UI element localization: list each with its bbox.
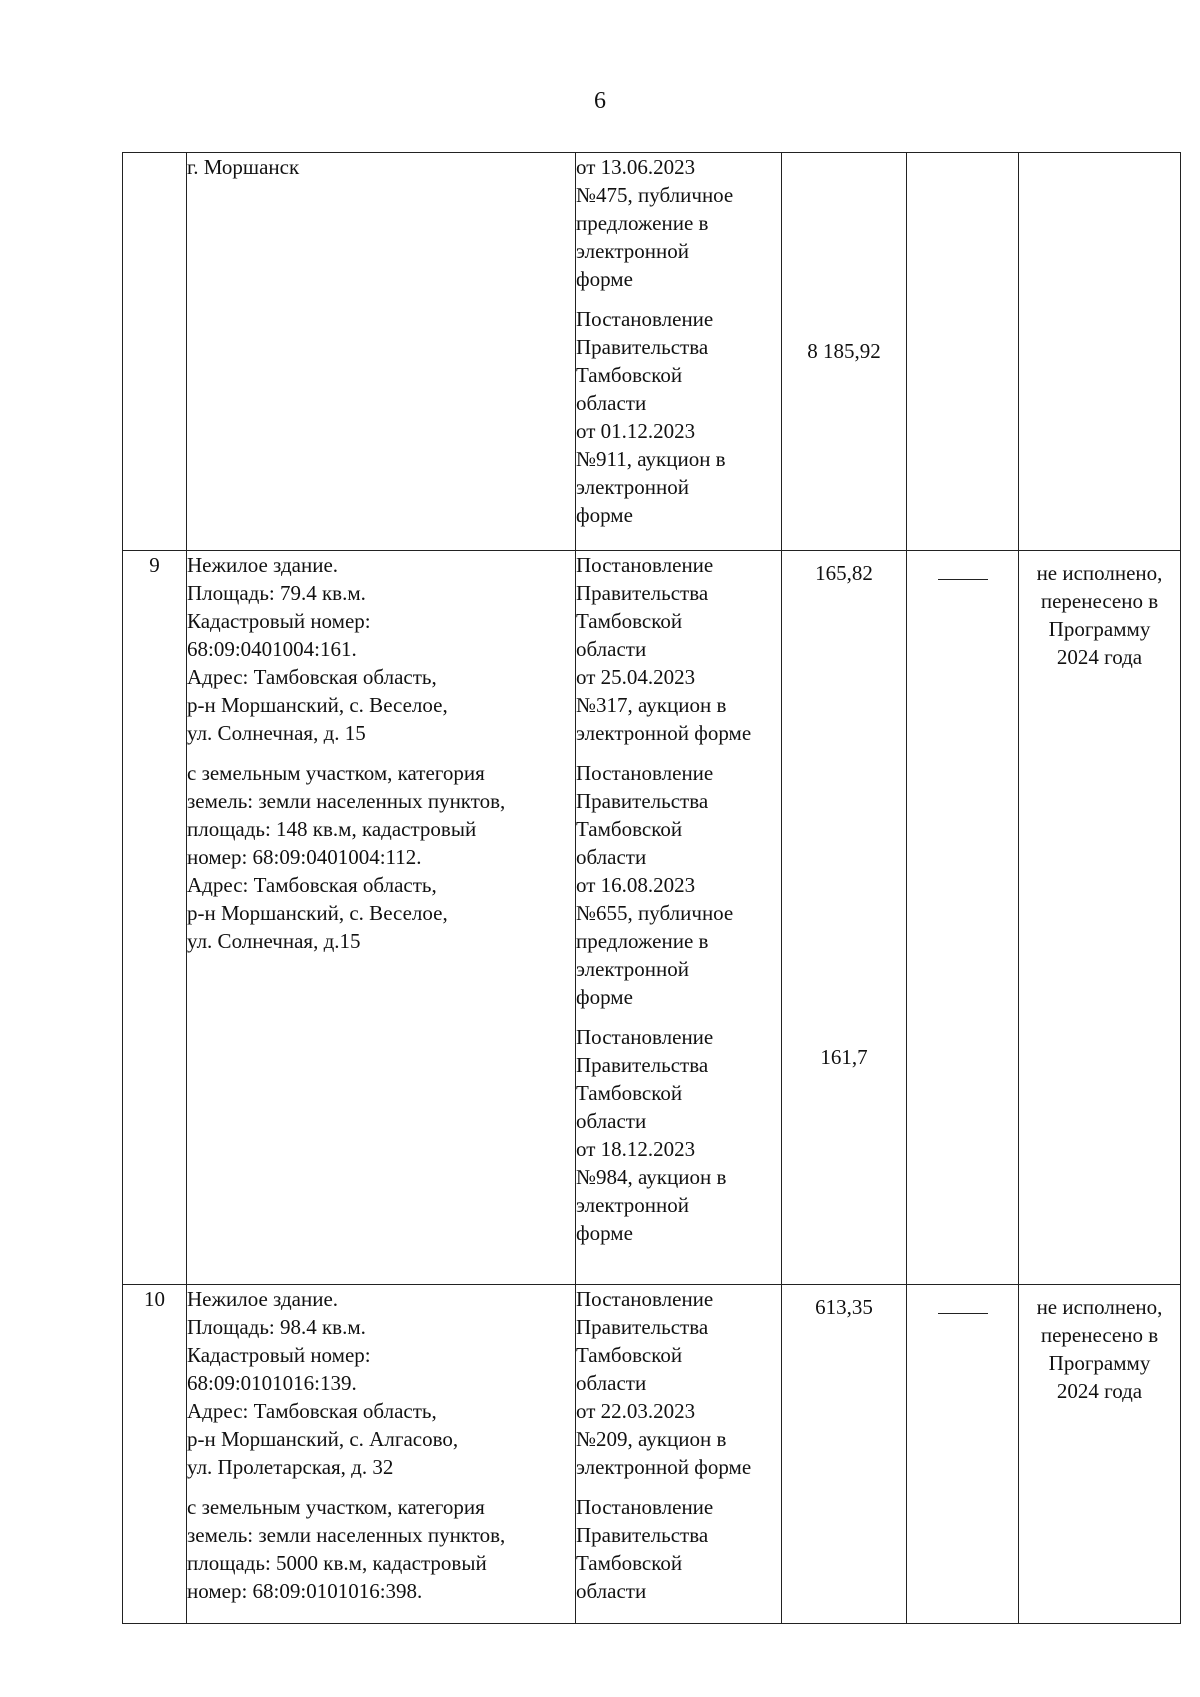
object-description (187, 1285, 576, 1624)
status-text: не исполнено, перенесено в Программу 2024 года (1036, 561, 1163, 669)
price-value: 8 185,92 (807, 339, 881, 363)
price-value: 161,7 (820, 1045, 868, 1069)
decree-text: Постановление Правительства Тамбовской области от 16.08.2023 №655, публичное предложение в электронной форме (576, 761, 734, 1009)
status-cell (1019, 551, 1181, 1285)
dash-mark (938, 565, 988, 580)
dash-cell (907, 153, 1019, 551)
decree-text: Постановление Правительства Тамбовской области от 18.12.2023 №984, аукцион в электронной форме (576, 1025, 727, 1245)
dash-mark (938, 1299, 988, 1314)
table-row (123, 153, 1181, 551)
decree-list (576, 1285, 782, 1624)
decree-list (576, 153, 782, 551)
status-cell (1019, 153, 1181, 551)
object-text: Нежилое здание. Площадь: 79.4 кв.м. Кадастровый номер: 68:09:0401004:161. Адрес: Тамбовская область, р-н Моршанский, с. Веселое, ул. Солнечная, д. 15 (187, 553, 448, 745)
row-number: 10 (123, 1285, 187, 1624)
object-description (187, 153, 576, 551)
price-cell (782, 1285, 907, 1624)
object-text: г. Моршанск (187, 155, 300, 179)
table-row (123, 551, 1181, 1285)
decree-text: Постановление Правительства Тамбовской области от 22.03.2023 №209, аукцион в электронной форме (576, 1287, 752, 1479)
price-cell (782, 153, 907, 551)
price-value: 613,35 (815, 1295, 873, 1319)
dash-cell (907, 1285, 1019, 1624)
row-number: 9 (123, 551, 187, 1285)
decree-text: Постановление Правительства Тамбовской области от 25.04.2023 №317, аукцион в электронной форме (576, 553, 752, 745)
status-cell (1019, 1285, 1181, 1624)
decree-text: от 13.06.2023 №475, публичное предложение в электронной форме (576, 155, 734, 291)
object-text: с земельным участком, категория земель: земли населенных пунктов, площадь: 148 кв.м, кадастровый номер: 68:09:0401004:112. Адрес: Тамбовская область, р-н Моршанский, с. Веселое, ул. Солнечная, д.15 (187, 761, 506, 953)
page-number: 6 (594, 88, 606, 114)
decree-list (576, 551, 782, 1285)
decree-text: Постановление Правительства Тамбовской области от 01.12.2023 №911, аукцион в электронной форме (576, 307, 726, 527)
row-number (123, 153, 187, 551)
object-description (187, 551, 576, 1285)
table-row (123, 1285, 1181, 1624)
object-text: Нежилое здание. Площадь: 98.4 кв.м. Кадастровый номер: 68:09:0101016:139. Адрес: Тамбовская область, р-н Моршанский, с. Алгасово, ул. Пролетарская, д. 32 (187, 1287, 459, 1479)
price-value: 165,82 (815, 561, 873, 585)
object-text: с земельным участком, категория земель: земли населенных пунктов, площадь: 5000 кв.м, кадастровый номер: 68:09:0101016:398. (187, 1495, 506, 1603)
decree-text: Постановление Правительства Тамбовской области (576, 1495, 714, 1603)
price-cell (782, 551, 907, 1285)
status-text: не исполнено, перенесено в Программу 2024 года (1036, 1295, 1163, 1403)
dash-cell (907, 551, 1019, 1285)
property-table (122, 152, 1181, 1624)
